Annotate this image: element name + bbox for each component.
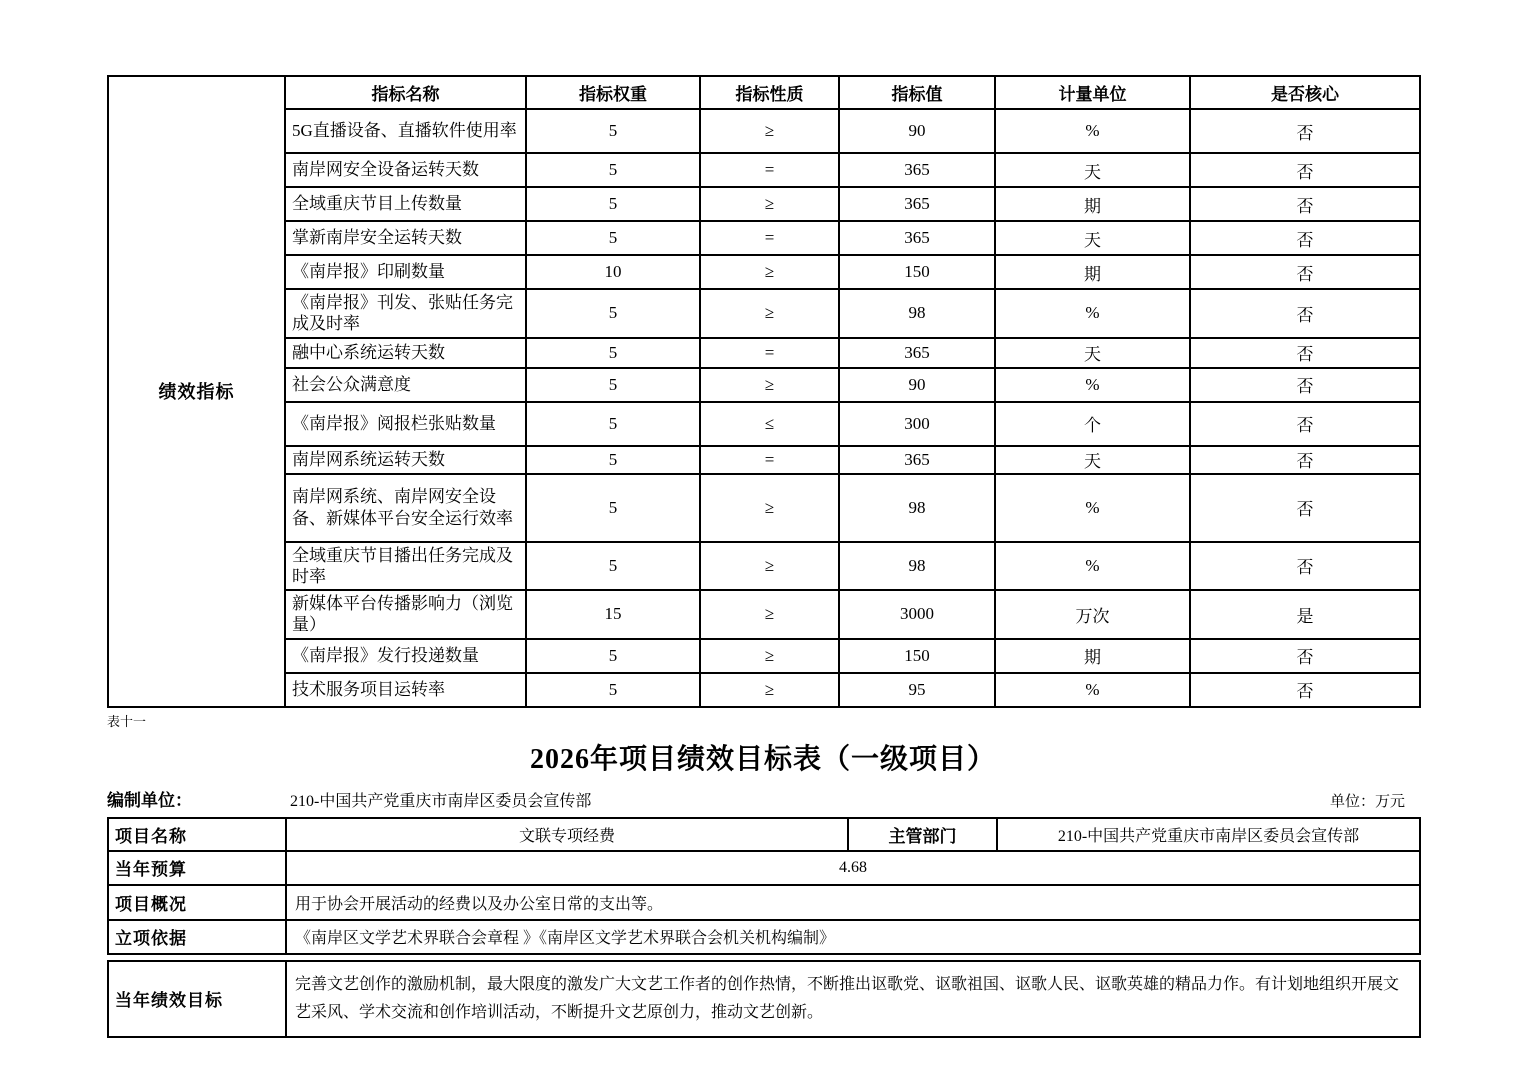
indicator-name-cell: 掌新南岸安全运转天数 — [285, 221, 526, 255]
basis-row — [108, 920, 1420, 954]
indicator-unit-cell: % — [995, 368, 1190, 402]
indicator-weight-cell: 5 — [526, 289, 700, 338]
indicator-core-cell: 否 — [1190, 402, 1420, 446]
indicator-unit-cell: 期 — [995, 255, 1190, 289]
indicator-row — [108, 402, 1420, 446]
indicator-row — [108, 109, 1420, 153]
indicator-value-cell: 90 — [839, 109, 995, 153]
indicator-unit-cell: 万次 — [995, 590, 1190, 639]
indicator-unit-cell: % — [995, 109, 1190, 153]
prepared-by-label: 编制单位： — [107, 790, 192, 810]
indicator-row — [108, 289, 1420, 338]
indicator-value-cell: 365 — [839, 187, 995, 221]
indicator-weight-cell: 15 — [526, 590, 700, 639]
indicator-nature-cell: ≥ — [700, 368, 839, 402]
basis-value: 《南岸区文学艺术界联合会章程 》《南岸区文学艺术界联合会机关机构编制》 — [286, 920, 1420, 954]
column-header-indicator-nature: 指标性质 — [700, 76, 839, 109]
page-title: 2026年项目绩效目标表（一级项目） — [529, 743, 996, 775]
indicator-value-cell: 365 — [839, 446, 995, 474]
indicator-value-cell: 150 — [839, 255, 995, 289]
indicator-value-cell: 90 — [839, 368, 995, 402]
column-header-is-core: 是否核心 — [1190, 76, 1420, 109]
indicator-row — [108, 673, 1420, 707]
indicator-value-cell: 98 — [839, 474, 995, 542]
indicator-row — [108, 639, 1420, 673]
indicator-unit-cell: 期 — [995, 639, 1190, 673]
indicator-name-cell: 《南岸报》刊发、张贴任务完成及时率 — [285, 289, 526, 338]
indicator-weight-cell: 5 — [526, 673, 700, 707]
column-header-indicator-weight: 指标权重 — [526, 76, 700, 109]
indicator-nature-cell: = — [700, 153, 839, 187]
overview-row — [108, 885, 1420, 920]
indicator-value-cell: 300 — [839, 402, 995, 446]
budget-value: 4.68 — [286, 851, 1420, 885]
performance-indicator-table — [107, 75, 1421, 708]
goal-label: 当年绩效目标 — [108, 961, 286, 1037]
indicator-nature-cell: ≥ — [700, 542, 839, 591]
basis-label: 立项依据 — [108, 920, 286, 954]
indicator-row — [108, 368, 1420, 402]
annual-goal-table — [107, 960, 1421, 1038]
indicator-weight-cell: 5 — [526, 368, 700, 402]
indicator-value-cell: 150 — [839, 639, 995, 673]
overview-value: 用于协会开展活动的经费以及办公室日常的支出等。 — [286, 885, 1420, 920]
dept-value: 210-中国共产党重庆市南岸区委员会宣传部 — [997, 818, 1420, 851]
indicator-row — [108, 474, 1420, 542]
prepared-by-value: 210-中国共产党重庆市南岸区委员会宣传部 — [290, 792, 592, 810]
indicator-nature-cell: ≥ — [700, 255, 839, 289]
indicator-unit-cell: 个 — [995, 402, 1190, 446]
indicator-name-cell: 《南岸报》印刷数量 — [285, 255, 526, 289]
indicator-value-cell: 365 — [839, 338, 995, 368]
indicator-weight-cell: 5 — [526, 109, 700, 153]
indicator-name-cell: 全域重庆节目播出任务完成及时率 — [285, 542, 526, 591]
indicator-value-cell: 98 — [839, 289, 995, 338]
indicator-name-cell: 5G直播设备、直播软件使用率 — [285, 109, 526, 153]
indicator-unit-cell: 期 — [995, 187, 1190, 221]
indicator-unit-cell: 天 — [995, 153, 1190, 187]
column-header-indicator-value: 指标值 — [839, 76, 995, 109]
indicator-name-cell: 社会公众满意度 — [285, 368, 526, 402]
overview-label: 项目概况 — [108, 885, 286, 920]
project-name-value: 文联专项经费 — [286, 818, 848, 851]
indicator-core-cell: 否 — [1190, 639, 1420, 673]
indicator-core-cell: 否 — [1190, 153, 1420, 187]
indicator-value-cell: 365 — [839, 221, 995, 255]
indicator-unit-cell: % — [995, 474, 1190, 542]
indicator-core-cell: 否 — [1190, 109, 1420, 153]
indicator-value-cell: 3000 — [839, 590, 995, 639]
budget-label: 当年预算 — [108, 851, 286, 885]
indicator-name-cell: 融中心系统运转天数 — [285, 338, 526, 368]
indicator-name-cell: 技术服务项目运转率 — [285, 673, 526, 707]
indicator-core-cell: 是 — [1190, 590, 1420, 639]
prepared-by-line — [107, 786, 1419, 811]
indicator-unit-cell: 天 — [995, 338, 1190, 368]
indicator-unit-cell: % — [995, 673, 1190, 707]
indicator-unit-cell: 天 — [995, 446, 1190, 474]
project-name-row — [108, 818, 1420, 851]
indicator-weight-cell: 5 — [526, 187, 700, 221]
indicator-name-cell: 南岸网安全设备运转天数 — [285, 153, 526, 187]
indicator-name-cell: 新媒体平台传播影响力（浏览量） — [285, 590, 526, 639]
table-number-note: 表十一 — [107, 713, 147, 729]
indicator-core-cell: 否 — [1190, 221, 1420, 255]
indicator-nature-cell: ≥ — [700, 673, 839, 707]
indicator-nature-cell: = — [700, 446, 839, 474]
indicator-name-cell: 全域重庆节目上传数量 — [285, 187, 526, 221]
indicator-nature-cell: ≥ — [700, 109, 839, 153]
column-header-indicator-name: 指标名称 — [285, 76, 526, 109]
indicator-weight-cell: 5 — [526, 446, 700, 474]
indicator-nature-cell: = — [700, 338, 839, 368]
indicator-unit-cell: % — [995, 542, 1190, 591]
indicator-nature-cell: = — [700, 221, 839, 255]
indicator-row — [108, 542, 1420, 591]
indicator-name-cell: 南岸网系统运转天数 — [285, 446, 526, 474]
indicator-core-cell: 否 — [1190, 474, 1420, 542]
indicator-nature-cell: ≥ — [700, 639, 839, 673]
indicator-core-cell: 否 — [1190, 289, 1420, 338]
indicator-nature-cell: ≤ — [700, 402, 839, 446]
project-name-label: 项目名称 — [108, 818, 286, 851]
indicator-name-cell: 《南岸报》发行投递数量 — [285, 639, 526, 673]
indicator-core-cell: 否 — [1190, 446, 1420, 474]
indicator-weight-cell: 5 — [526, 221, 700, 255]
indicator-row — [108, 221, 1420, 255]
indicator-weight-cell: 5 — [526, 542, 700, 591]
budget-row — [108, 851, 1420, 885]
indicator-core-cell: 否 — [1190, 673, 1420, 707]
section-label-performance-indicators: 绩效指标 — [108, 76, 285, 707]
goal-value: 完善文艺创作的激励机制，最大限度的激发广大文艺工作者的创作热情，不断推出讴歌党、讴歌祖国、讴歌人民、讴歌英雄的精品力作。有计划地组织开展文艺采风、学术交流和创作培训活动，不断提升文艺原创力，推动文艺创新。 — [286, 961, 1420, 1037]
indicator-nature-cell: ≥ — [700, 474, 839, 542]
indicator-unit-cell: 天 — [995, 221, 1190, 255]
indicator-row — [108, 187, 1420, 221]
indicator-core-cell: 否 — [1190, 338, 1420, 368]
indicator-weight-cell: 5 — [526, 153, 700, 187]
project-target-table — [107, 817, 1421, 955]
indicator-row — [108, 255, 1420, 289]
indicator-row — [108, 153, 1420, 187]
indicator-row — [108, 590, 1420, 639]
indicator-value-cell: 98 — [839, 542, 995, 591]
column-header-measure-unit: 计量单位 — [995, 76, 1190, 109]
indicator-core-cell: 否 — [1190, 542, 1420, 591]
indicator-row — [108, 446, 1420, 474]
indicator-name-cell: 南岸网系统、南岸网安全设备、新媒体平台安全运行效率 — [285, 474, 526, 542]
dept-label: 主管部门 — [848, 818, 997, 851]
indicator-value-cell: 95 — [839, 673, 995, 707]
indicator-core-cell: 否 — [1190, 255, 1420, 289]
indicator-nature-cell: ≥ — [700, 289, 839, 338]
indicator-header-row — [108, 76, 1420, 109]
indicator-core-cell: 否 — [1190, 368, 1420, 402]
indicator-row — [108, 338, 1420, 368]
indicator-name-cell: 《南岸报》阅报栏张贴数量 — [285, 402, 526, 446]
indicator-value-cell: 365 — [839, 153, 995, 187]
indicator-weight-cell: 10 — [526, 255, 700, 289]
indicator-nature-cell: ≥ — [700, 590, 839, 639]
indicator-unit-cell: % — [995, 289, 1190, 338]
document-page — [107, 75, 1419, 1038]
indicator-weight-cell: 5 — [526, 402, 700, 446]
goal-row — [108, 961, 1420, 1037]
indicator-weight-cell: 5 — [526, 338, 700, 368]
indicator-core-cell: 否 — [1190, 187, 1420, 221]
indicator-nature-cell: ≥ — [700, 187, 839, 221]
indicator-weight-cell: 5 — [526, 474, 700, 542]
unit-note: 单位：万元 — [1329, 793, 1405, 810]
indicator-weight-cell: 5 — [526, 639, 700, 673]
